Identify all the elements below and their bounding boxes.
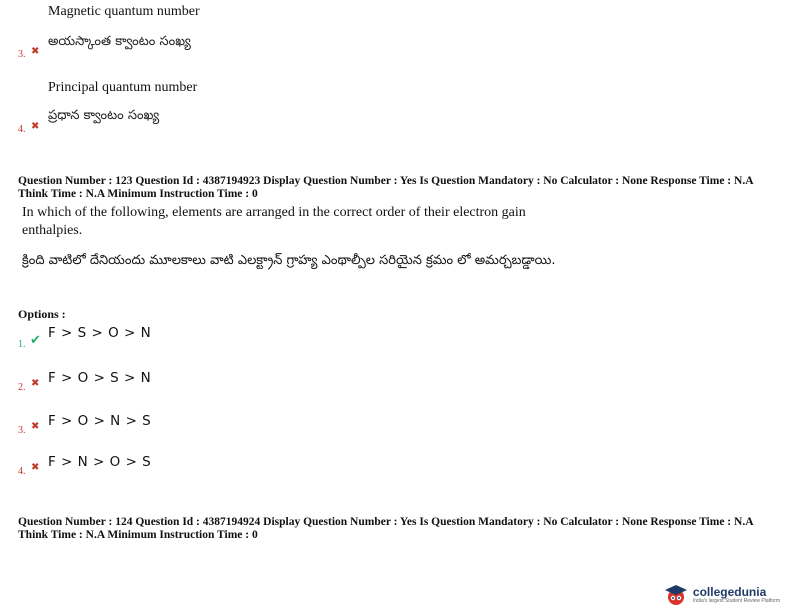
option-1-text: F > S > O > N bbox=[48, 325, 152, 341]
option-4-text: F > N > O > S bbox=[48, 454, 152, 470]
option-3-number: 3. bbox=[18, 425, 26, 436]
wrong-mark-icon: ✖ bbox=[31, 462, 40, 473]
wrong-mark-icon: ✖ bbox=[31, 121, 40, 132]
question-123-text-telugu: క్రింది వాటిలో దేనియందు మూలకాలు వాటి ఎలక్ట్రాన్ గ్రాహ్య ఎంథాల్పీల సరియైన క్రమం లో అమర్చబడ్డాయి. bbox=[22, 253, 556, 268]
wrong-mark-icon: ✖ bbox=[31, 421, 40, 432]
collegedunia-logo bbox=[663, 584, 780, 606]
question-124-header: Question Number : 124 Question Id : 4387194924 Display Question Number : Yes Is Question Mandatory : No Calculator : None Response Time : N.A Think Time : N.A Minimum Instruction Time : 0 bbox=[18, 516, 753, 541]
prev-option-3-number: 3. bbox=[18, 49, 26, 60]
wrong-mark-icon: ✖ bbox=[31, 46, 40, 57]
graduate-cap-icon bbox=[663, 584, 689, 606]
question-123-header: Question Number : 123 Question Id : 4387194923 Display Question Number : Yes Is Question Mandatory : No Calculator : None Response Time : N.A Think Time : N.A Minimum Instruction Time : 0 bbox=[18, 175, 753, 200]
options-label: Options : bbox=[18, 307, 66, 321]
logo-name: collegedunia bbox=[692, 584, 767, 599]
prev-option-4-number: 4. bbox=[18, 124, 26, 135]
prev-option-4-english: Principal quantum number bbox=[48, 80, 198, 95]
question-123-text-english: In which of the following, elements are arranged in the correct order of their electron gain enthalpies. bbox=[22, 205, 526, 238]
prev-option-3-telugu: అయస్కాంత క్వాంటం సంఖ్య bbox=[48, 34, 191, 49]
option-2-number: 2. bbox=[18, 382, 26, 393]
option-3-text: F > O > N > S bbox=[48, 413, 152, 429]
option-4-number: 4. bbox=[18, 466, 26, 477]
logo-tagline: India's largest Student Review Platform bbox=[692, 597, 780, 604]
option-1-number: 1. bbox=[18, 339, 26, 350]
correct-check-icon: ✔ bbox=[30, 333, 41, 348]
prev-option-3-english: Magnetic quantum number bbox=[48, 4, 200, 19]
prev-option-4-telugu: ప్రధాన క్వాంటం సంఖ్య bbox=[48, 108, 160, 123]
option-2-text: F > O > S > N bbox=[48, 370, 152, 386]
wrong-mark-icon: ✖ bbox=[31, 378, 40, 389]
